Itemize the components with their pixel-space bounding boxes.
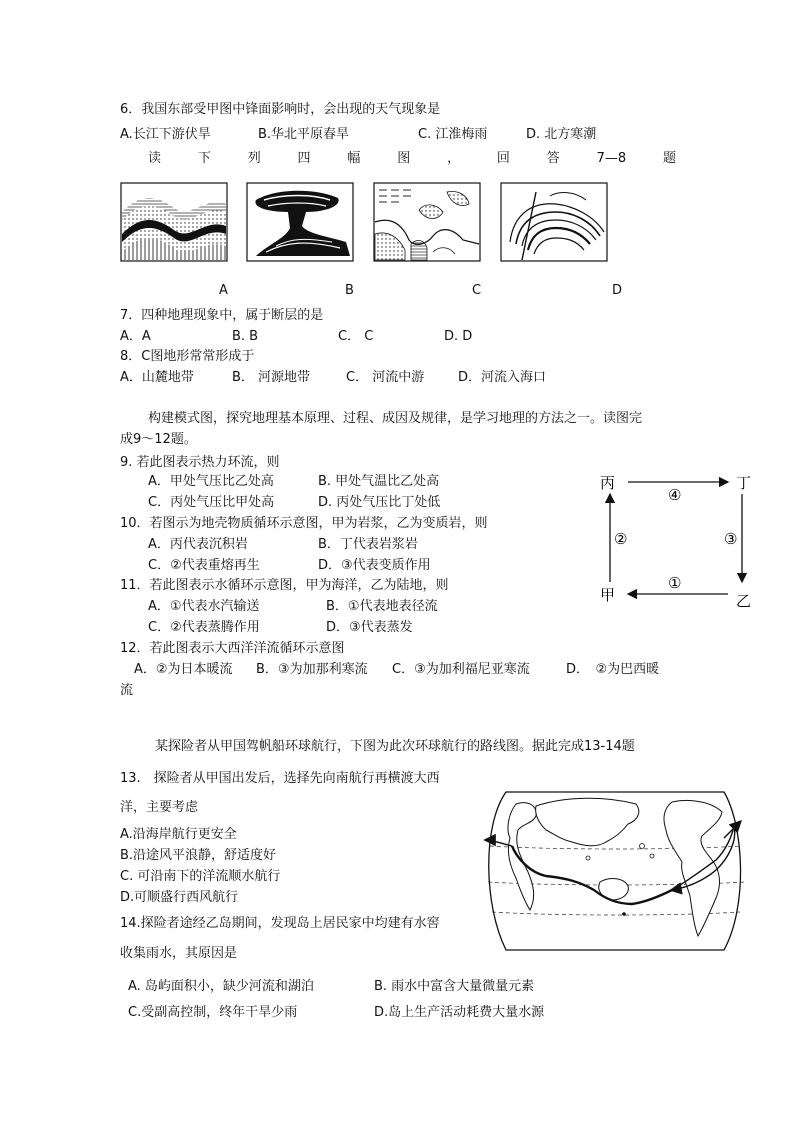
q12-stem: 12．若此图表示大西洋洋流循环示意图 (120, 641, 345, 656)
q12-wrap: 流 (120, 683, 134, 698)
arrow-label-bottom: ① (668, 574, 682, 592)
intro-word: 题 (662, 151, 676, 166)
intro-word: 回 (496, 151, 510, 166)
q14-stem-line2: 收集雨水，其原因是 (120, 946, 238, 961)
q12-option-b: B．③为加那利寒流 (256, 662, 368, 677)
q10-option-b: B．丁代表岩浆岩 (318, 537, 418, 552)
q8-option-c: C． 河流中游 (346, 370, 425, 385)
q13-stem-line1: 13. 探险者从甲国出发后，选择先向南航行再横渡大西 (120, 771, 440, 786)
figure-label-d: D (612, 283, 623, 298)
q8-option-b: B． 河源地带 (232, 370, 311, 385)
q7-stem: 7．四种地理现象中，属于断层的是 (120, 308, 324, 323)
intro-13-14: 某探险者从甲国驾帆船环球航行，下图为此次环球航行的路线图。据此完成13-14题 (155, 739, 635, 754)
q6-option-b: B.华北平原春旱 (258, 127, 350, 142)
q12-option-a: A．②为日本暖流 (134, 662, 233, 677)
q13-option-b: B.沿途风平浪静，舒适度好 (120, 848, 277, 863)
q11-option-a: A．①代表水汽输送 (148, 599, 260, 614)
cycle-diagram (592, 466, 764, 612)
q10-option-a: A．丙代表沉积岩 (148, 537, 248, 552)
q14-option-d: D.岛上生产活动耗费大量水源 (374, 1005, 545, 1020)
intro-word: 幅 (347, 151, 361, 166)
intro-word: 列 (247, 151, 261, 166)
intro-9-12-line1: 构建模式图，探究地理基本原理、过程、成因及规律，是学习地理的方法之一。读图完 (148, 411, 643, 426)
figure-b-landform (246, 182, 354, 262)
q12-option-d: D． ②为巴西暖 (566, 662, 660, 677)
q13-option-a: A.沿海岸航行更安全 (120, 827, 237, 842)
intro-7-8 (148, 150, 676, 168)
arrow-label-left: ② (614, 530, 628, 548)
q6-option-a: A.长江下游伏旱 (120, 127, 211, 142)
intro-word: 7—8 (596, 151, 627, 166)
intro-word: ， (447, 151, 461, 166)
corner-top-left: 丙 (600, 474, 616, 492)
corner-bottom-right: 乙 (736, 592, 752, 610)
q9-option-b: B. 甲处气温比乙处高 (318, 474, 440, 489)
q11-stem: 11．若此图表示水循环示意图，甲为海洋，乙为陆地，则 (120, 578, 449, 593)
world-route-map (476, 786, 754, 956)
q9-stem: 9. 若此图表示热力环流，则 (120, 455, 280, 470)
intro-word: 答 (546, 151, 560, 166)
figure-label-a: A (219, 283, 228, 298)
figure-a-folded-strata (120, 182, 228, 262)
intro-9-12-line2: 成9～12题。 (120, 432, 197, 447)
figure-label-b: B (345, 283, 354, 298)
corner-bottom-left: 甲 (600, 586, 616, 604)
q8-stem: 8．C图地形常常形成于 (120, 349, 255, 364)
intro-word: 图 (397, 151, 411, 166)
arrow-label-right: ③ (724, 530, 738, 548)
q11-option-c: C．②代表蒸腾作用 (148, 620, 260, 635)
q13-option-d: D.可顺盛行西风航行 (120, 890, 239, 905)
q8-option-d: D．河流入海口 (458, 370, 547, 385)
q11-option-b: B．①代表地表径流 (326, 599, 438, 614)
q7-option-b: B. B (232, 329, 259, 344)
intro-word: 下 (197, 151, 211, 166)
q7-option-d: D. D (444, 329, 473, 344)
q12-option-c: C．③为加利福尼亚寒流 (392, 662, 530, 677)
corner-top-right: 丁 (736, 474, 752, 492)
figure-c-delta (373, 182, 481, 262)
figure-d-fault (500, 182, 608, 262)
q6-option-c: C. 江淮梅雨 (418, 127, 488, 142)
q7-option-c: C． C (338, 329, 374, 344)
q14-option-c: C.受副高控制，终年干旱少雨 (128, 1005, 298, 1020)
intro-word: 四 (297, 151, 311, 166)
q7-option-a: A．A (120, 329, 151, 344)
q6-option-d: D. 北方寒潮 (526, 127, 597, 142)
figure-label-c: C (472, 283, 482, 298)
q8-option-a: A．山麓地带 (120, 370, 194, 385)
q9-option-a: A．甲处气压比乙处高 (148, 474, 274, 489)
q11-option-d: D．③代表蒸发 (326, 620, 413, 635)
q10-option-d: D．③代表变质作用 (318, 558, 431, 573)
q10-stem: 10．若图示为地壳物质循环示意图，甲为岩浆，乙为变质岩，则 (120, 516, 488, 531)
arrow-label-top: ④ (668, 486, 682, 504)
q6-stem: 6．我国东部受甲图中锋面影响时，会出现的天气现象是 (120, 102, 441, 117)
q9-option-d: D. 丙处气压比丁处低 (318, 495, 441, 510)
q14-option-b: B. 雨水中富含大量微量元素 (374, 979, 535, 994)
q14-stem-line1: 14.探险者途经乙岛期间，发现岛上居民家中均建有水窖 (120, 916, 440, 931)
intro-word: 读 (148, 151, 162, 166)
q10-option-c: C．②代表重熔再生 (148, 558, 260, 573)
q13-option-c: C. 可沿南下的洋流顺水航行 (120, 869, 281, 884)
q13-stem-line2: 洋，主要考虑 (120, 800, 199, 815)
q14-option-a: A. 岛屿面积小，缺少河流和湖泊 (128, 979, 314, 994)
q9-option-c: C．丙处气压比甲处高 (148, 495, 275, 510)
